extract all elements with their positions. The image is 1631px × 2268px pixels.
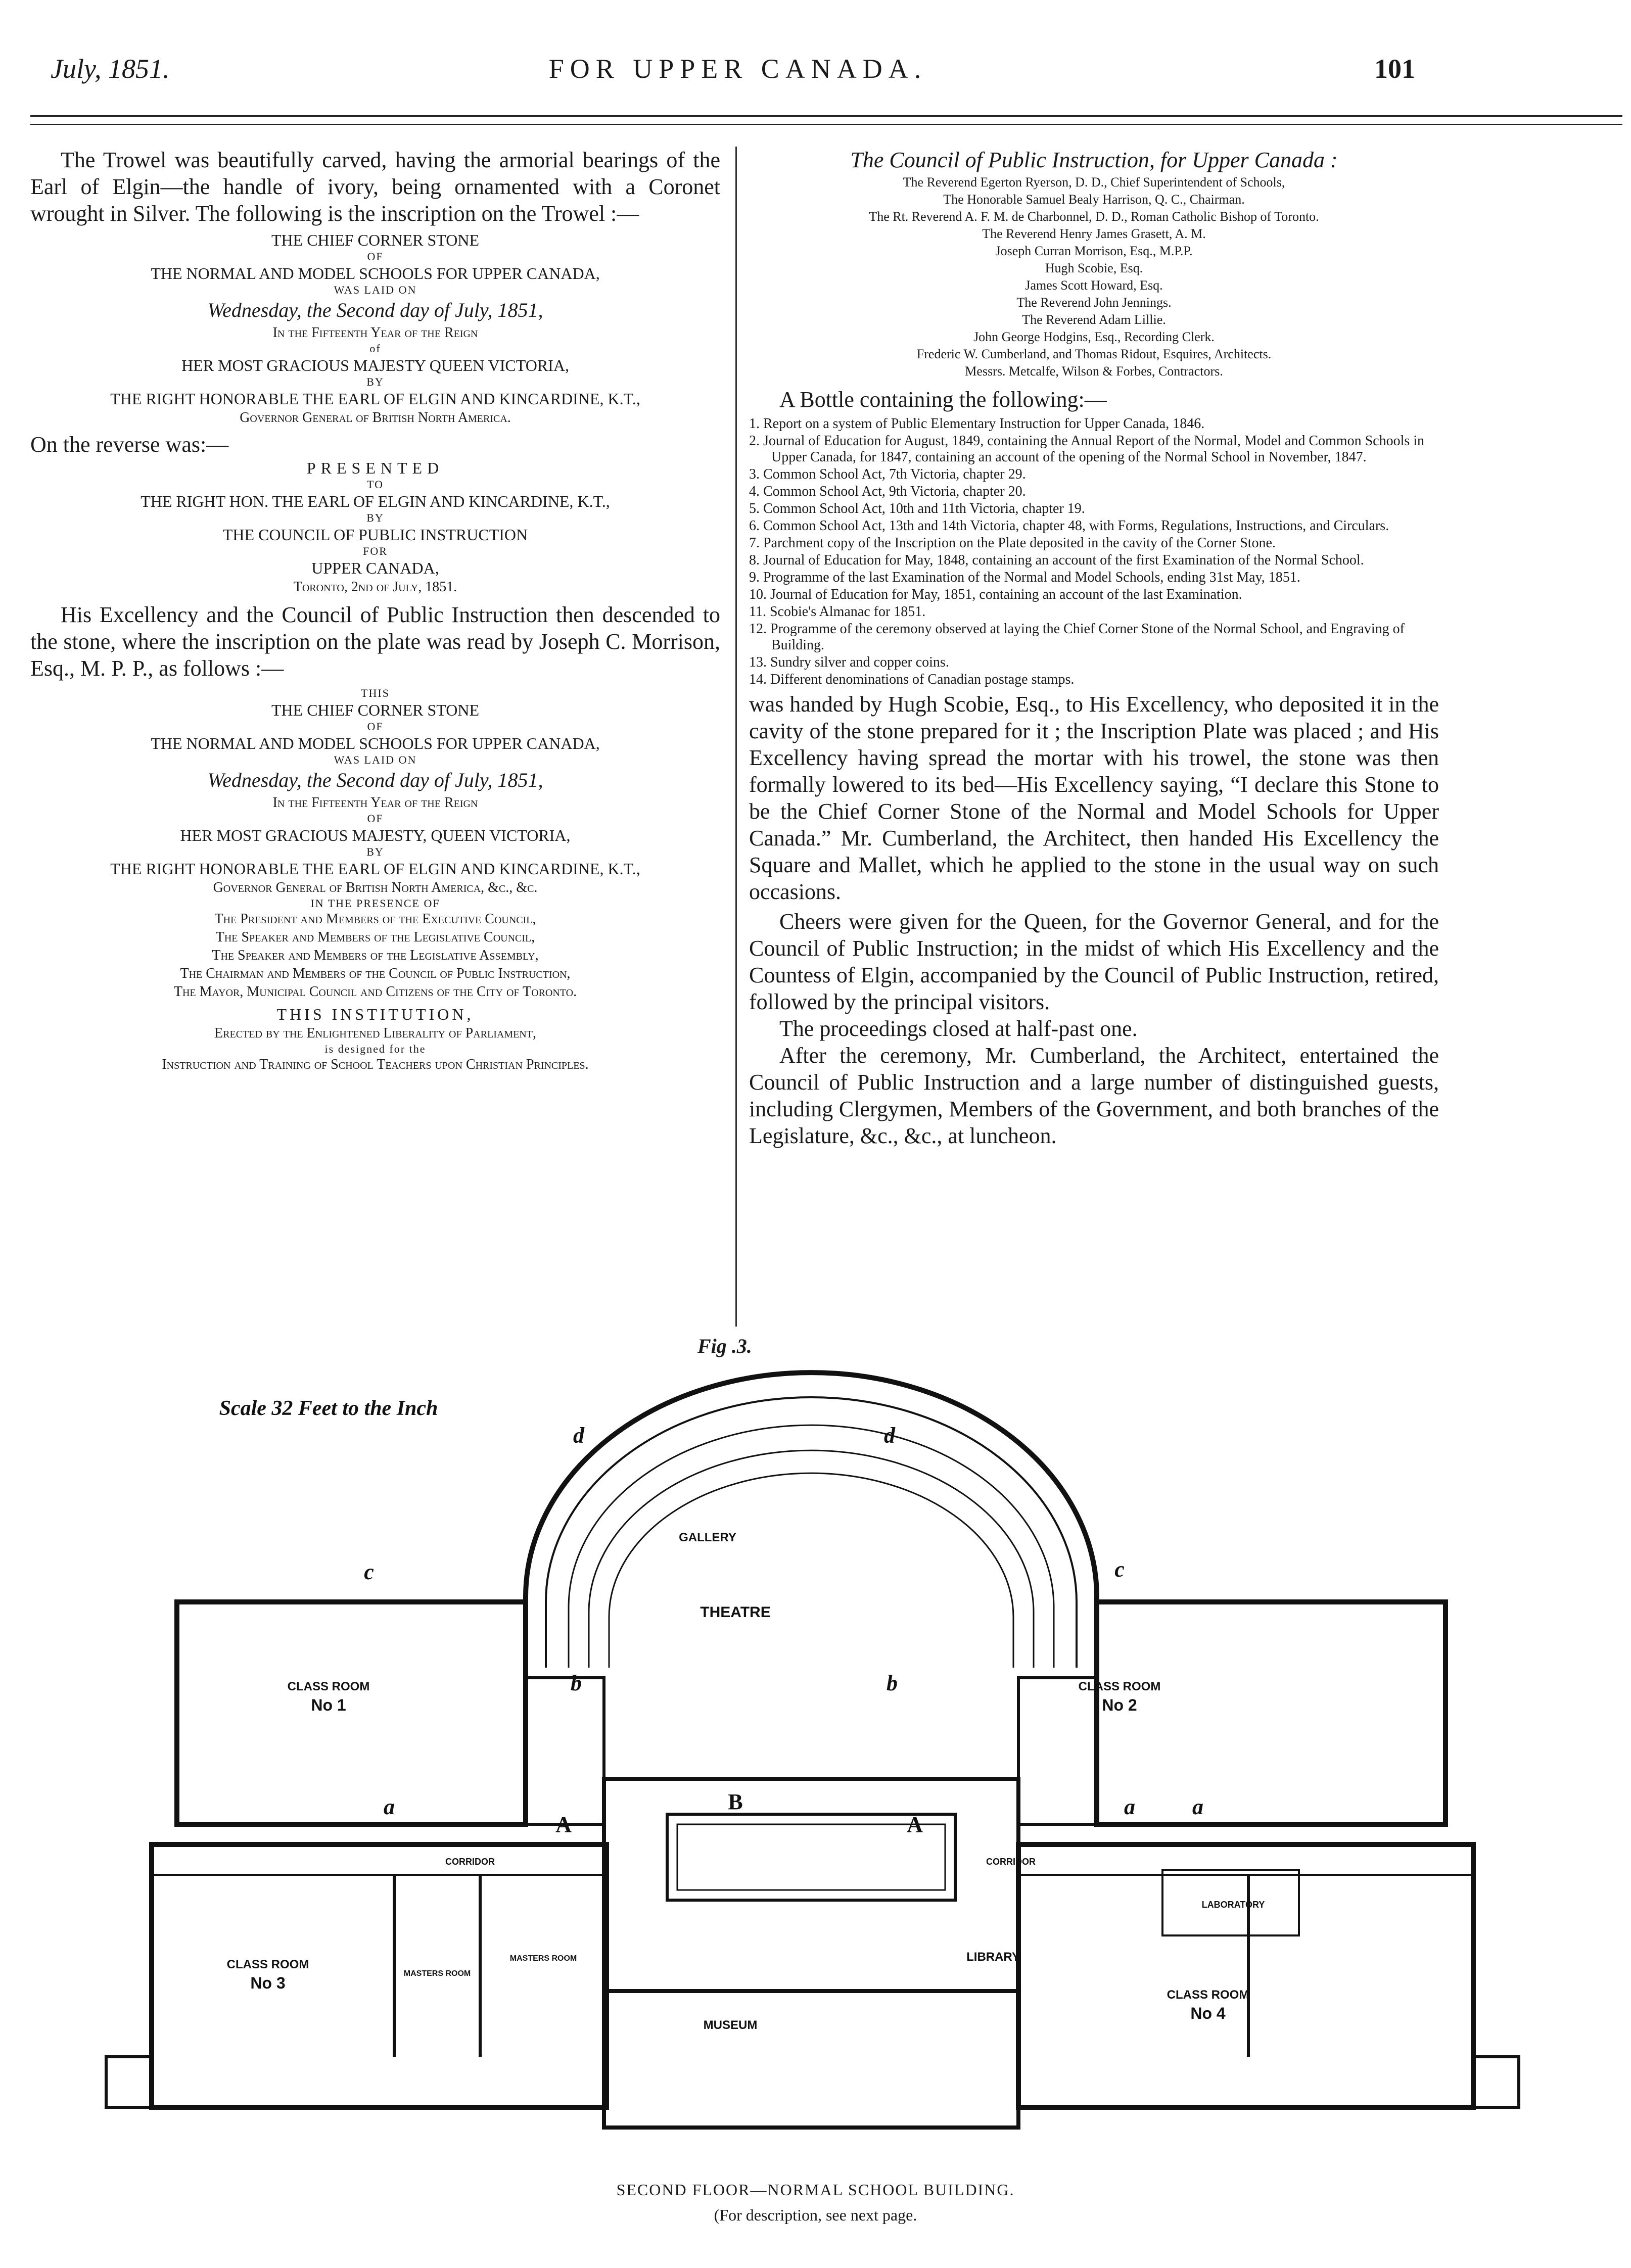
inscription-line: The Mayor, Municipal Council and Citizens of the City of Toronto. [173, 984, 577, 1000]
inscription-line: Wednesday, the Second day of July, 1851, [207, 769, 543, 791]
inscription-line: The Chairman and Members of the Council of Public Instruction, [180, 966, 571, 981]
theatre-inner-wall [546, 1397, 1077, 1668]
ref-letter-B: B [728, 1789, 743, 1814]
room-label-laboratory: LABORATORY [1201, 1900, 1265, 1910]
room-label-class3: CLASS ROOM [226, 1958, 309, 1971]
ref-letter-d-right: d [884, 1423, 895, 1448]
room-label-masters-2: MASTERS ROOM [509, 1954, 577, 1963]
trowel-paragraph: The Trowel was beautifully carved, having the armorial bearings of the Earl of Elgin—the handle of ivory, being ornamented with a Coronet wrought in Silver. The following is the inscription on the Trowel :— [30, 148, 720, 226]
list-item: 12. Programme of the ceremony observed at laying the Chief Corner Stone of the Normal School, and Engraving of Building. [749, 621, 1405, 653]
after-paragraph: After the ceremony, Mr. Cumberland, the Architect, entertained the Council of Public Instruction and a large number of distinguished guests, including Clergymen, Members of the Government, and both branches of the Legislature, &c., &c., at luncheon. [749, 1043, 1439, 1148]
bottle-heading: A Bottle containing the following:— [779, 387, 1107, 412]
room-label-library: LIBRARY [966, 1950, 1020, 1964]
floor-plan [0, 1364, 1631, 2153]
inscription-line: OF [367, 250, 384, 263]
closed-paragraph: The proceedings closed at half-past one. [779, 1016, 1138, 1041]
trowel-inscription [30, 230, 720, 427]
figure-caption: SECOND FLOOR—NORMAL SCHOOL BUILDING. [616, 2181, 1015, 2199]
reverse-intro: On the reverse was:— [30, 432, 229, 457]
inscription-line: THE CHIEF CORNER STONE [271, 231, 479, 249]
central-hall-well-inner [677, 1824, 945, 1890]
room-label-class1-no: No 1 [311, 1696, 346, 1714]
inscription-line: THE RIGHT HONORABLE THE EARL OF ELGIN AND KINCARDINE, K.T., [110, 860, 640, 878]
theatre-outer-wall [526, 1373, 1097, 1678]
gallery-tier-3 [609, 1473, 1013, 1668]
stair-hall-right [1018, 1678, 1097, 1824]
room-label-corridor-right: CORRIDOR [986, 1857, 1036, 1867]
inscription-line: OF [367, 720, 384, 733]
list-item: 3. Common School Act, 7th Victoria, chapter 29. [749, 466, 1026, 482]
page-number: 101 [1374, 54, 1415, 84]
council-member: The Reverend Egerton Ryerson, D. D., Chief Superintendent of Schools, [903, 175, 1285, 190]
inscription-line: Wednesday, the Second day of July, 1851, [207, 299, 543, 321]
ref-letter-b-left: b [571, 1671, 582, 1695]
ref-letter-a-far-right: a [1192, 1794, 1203, 1819]
inscription-line: FOR [363, 545, 388, 557]
room-label-class2: CLASS ROOM [1078, 1680, 1161, 1693]
council-member: James Scott Howard, Esq. [1025, 278, 1163, 293]
inscription-line: The Speaker and Members of the Legislative Council, [215, 929, 535, 945]
council-heading: The Council of Public Instruction, for Upper Canada : [850, 148, 1338, 172]
room-label-class4: CLASS ROOM [1167, 1988, 1249, 2002]
running-title: FOR UPPER CANADA. [548, 54, 927, 84]
inscription-line: In the Fifteenth Year of the Reign [272, 325, 478, 341]
room-label-corridor-left: CORRIDOR [445, 1857, 495, 1867]
issue-date: July, 1851. [51, 54, 170, 84]
inscription-line: Governor General of British North America. [240, 410, 511, 426]
inscription-line: UPPER CANADA, [311, 559, 439, 577]
list-item: 9. Programme of the last Examination of the Normal and Model Schools, ending 31st May, 1851. [749, 570, 1300, 585]
inscription-line: THIS INSTITUTION, [276, 1005, 474, 1023]
inscription-line: Governor General of British North America, &c., &c. [213, 880, 538, 895]
descended-paragraph: His Excellency and the Council of Public Instruction then descended to the stone, where the inscription on the plate was read by Joseph C. Morrison, Esq., M. P. P., as follows :— [30, 602, 720, 681]
inscription-line: is designed for the [324, 1043, 426, 1055]
lower-left-block-walls [152, 1845, 607, 2107]
ref-letter-A-left: A [555, 1812, 572, 1837]
inscription-line: Erected by the Enlightened Liberality of Parliament, [214, 1025, 536, 1041]
list-item: 4. Common School Act, 9th Victoria, chapter 20. [749, 484, 1026, 499]
room-label-class2-no: No 2 [1102, 1696, 1137, 1714]
ref-letter-c-right: c [1114, 1557, 1125, 1582]
council-member: The Reverend Adam Lillie. [1022, 312, 1166, 327]
right-column [749, 147, 1439, 1149]
room-label-class1: CLASS ROOM [287, 1680, 370, 1693]
ref-letter-A-right: A [907, 1812, 923, 1837]
bottle-list [749, 416, 1439, 688]
list-item: 1. Report on a system of Public Elementary Instruction for Upper Canada, 1846. [749, 416, 1205, 432]
ref-letter-d-left: d [573, 1423, 584, 1448]
list-item: 5. Common School Act, 10th and 11th Victoria, chapter 19. [749, 501, 1085, 516]
ref-letter-a-left: a [384, 1794, 395, 1819]
list-item: 6. Common School Act, 13th and 14th Victoria, chapter 48, with Forms, Regulations, Instructions, and Circulars. [749, 518, 1389, 534]
left-column [30, 147, 720, 1074]
bay-left [106, 2057, 152, 2107]
inscription-line: BY [366, 511, 384, 524]
cheers-paragraph: Cheers were given for the Queen, for the Governor General, and for the Council of Public Instruction; in the midst of which His Excellency and the Countess of Elgin, accompanied by the Council of Public Instruction, retired, followed by the principal visitors. [749, 909, 1439, 1014]
council-member: Frederic W. Cumberland, and Thomas Ridout, Esquires, Architects. [916, 347, 1272, 361]
list-item: 13. Sundry silver and copper coins. [749, 654, 949, 670]
council-member: The Reverend Henry James Grasett, A. M. [982, 226, 1206, 241]
column-divider [735, 147, 737, 1327]
scale-note: Scale 32 Feet to the Inch [219, 1397, 438, 1420]
council-member: John George Hodgins, Esq., Recording Clerk. [973, 329, 1215, 344]
inscription-line: PRESENTED [306, 459, 444, 477]
inscription-line: BY [366, 375, 384, 388]
council-member: The Honorable Samuel Bealy Harrison, Q. C., Chairman. [943, 192, 1245, 207]
room-label-class4-no: No 4 [1190, 2004, 1226, 2022]
list-item: 11. Scobie's Almanac for 1851. [749, 604, 926, 620]
ref-letter-b-right: b [887, 1671, 898, 1695]
inscription-line: THIS [361, 687, 390, 699]
header-rule-top [30, 115, 1622, 117]
class-room-2-walls [1097, 1602, 1446, 1824]
inscription-line: BY [366, 845, 384, 858]
reverse-inscription [30, 458, 720, 596]
handed-paragraph: was handed by Hugh Scobie, Esq., to His Excellency, who deposited it in the cavity of the stone prepared for it ; the Inscription Plate was placed ; and His Excellency having spread the mortar with his trowel, the stone was then formally lowered to its bed—His Excellency saying, “I declare this Stone to be the Chief Corner Stone of the Normal and Model Schools for Upper Canada.” Mr. Cumberland, the Architect, then handed His Excellency the Square and Mallet, which he applied to the stone in the usual way on such occasions. [749, 692, 1439, 904]
inscription-line: THE NORMAL AND MODEL SCHOOLS FOR UPPER CANADA, [151, 264, 600, 282]
header-rule-bottom [30, 124, 1622, 125]
council-member: The Reverend John Jennings. [1016, 295, 1172, 310]
inscription-line: of [369, 342, 381, 355]
gallery-tier-2 [589, 1450, 1034, 1668]
council-member: Messrs. Metcalfe, Wilson & Forbes, Contractors. [965, 364, 1223, 379]
stair-hall-left [526, 1678, 604, 1824]
list-item: 14. Different denominations of Canadian postage stamps. [749, 672, 1075, 687]
room-label-museum: MUSEUM [703, 2018, 758, 2032]
museum-walls [604, 1991, 1018, 2128]
gallery-tier-1 [569, 1425, 1054, 1668]
list-item: 2. Journal of Education for August, 1849, containing the Annual Report of the Normal, Model and Common Schools in Upper Canada, for 1847, containing an account of the opening of the Normal School in November, 1847. [749, 433, 1425, 465]
inscription-line: In the Fifteenth Year of the Reign [272, 795, 478, 811]
inscription-line: IN THE PRESENCE OF [310, 897, 440, 910]
council-member: Joseph Curran Morrison, Esq., M.P.P. [995, 244, 1193, 258]
council-members [749, 174, 1439, 380]
lower-right-block-walls [1018, 1845, 1473, 2107]
inscription-line: TO [367, 478, 384, 491]
bay-right [1473, 2057, 1519, 2107]
inscription-line: Toronto, 2nd of July, 1851. [293, 579, 457, 595]
figure-subcaption: (For description, see next page. [714, 2206, 917, 2224]
ref-letter-a-right: a [1124, 1794, 1135, 1819]
inscription-line: THE COUNCIL OF PUBLIC INSTRUCTION [222, 526, 528, 544]
inscription-line: HER MOST GRACIOUS MAJESTY, QUEEN VICTORIA, [180, 826, 571, 844]
inscription-line: THE CHIEF CORNER STONE [271, 701, 479, 719]
list-item: 7. Parchment copy of the Inscription on the Plate deposited in the cavity of the Corner Stone. [749, 535, 1276, 551]
council-member: Hugh Scobie, Esq. [1045, 261, 1143, 275]
council-member: The Rt. Reverend A. F. M. de Charbonnel, D. D., Roman Catholic Bishop of Toronto. [869, 209, 1319, 224]
inscription-line: THE RIGHT HON. THE EARL OF ELGIN AND KINCARDINE, K.T., [141, 492, 610, 510]
class-room-1-walls [177, 1602, 526, 1824]
inscription-line: THE NORMAL AND MODEL SCHOOLS FOR UPPER CANADA, [151, 734, 600, 752]
inscription-line: The President and Members of the Executive Council, [214, 911, 536, 927]
inscription-line: OF [367, 812, 384, 825]
room-label-theatre: THEATRE [700, 1604, 771, 1621]
inscription-line: WAS LAID ON [334, 753, 417, 766]
inscription-line: Instruction and Training of School Teachers upon Christian Principles. [162, 1057, 589, 1072]
list-item: 8. Journal of Education for May, 1848, containing an account of the first Examination of the Normal School. [749, 552, 1364, 568]
inscription-line: The Speaker and Members of the Legislative Assembly, [212, 948, 539, 963]
inscription-line: HER MOST GRACIOUS MAJESTY QUEEN VICTORIA, [181, 356, 569, 374]
room-label-gallery: GALLERY [679, 1531, 736, 1544]
inscription-line: WAS LAID ON [334, 284, 417, 296]
room-label-masters-1: MASTERS ROOM [403, 1969, 471, 1978]
figure-label: Fig .3. [697, 1335, 752, 1357]
plate-inscription [30, 687, 720, 1074]
ref-letter-c-left: c [364, 1560, 374, 1584]
list-item: 10. Journal of Education for May, 1851, containing an account of the last Examination. [749, 587, 1242, 602]
inscription-line: THE RIGHT HONORABLE THE EARL OF ELGIN AND KINCARDINE, K.T., [110, 390, 640, 408]
room-label-class3-no: No 3 [250, 1974, 286, 1992]
